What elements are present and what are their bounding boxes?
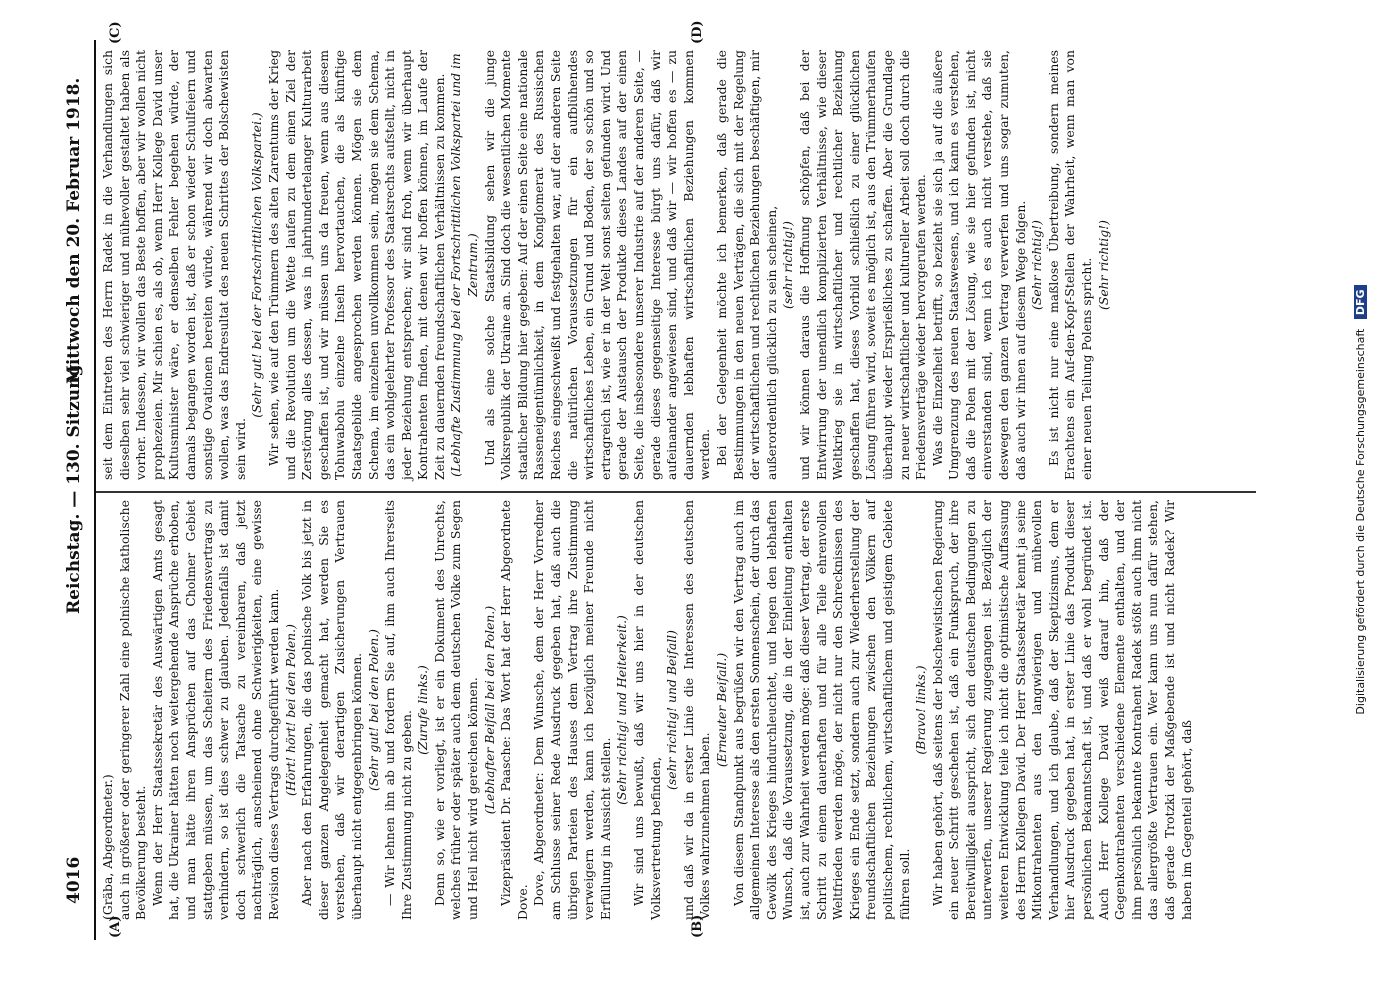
column-divider [96, 492, 1256, 494]
interjection: (Bravo! links.) [913, 665, 929, 755]
paragraph: Und als eine solche Staatsbildung sehen wir die junge Volksrepublik der Ukraine an. Sind doch die wesentlichen Momente staatlicher Bildung hier gegeben: Auf der einen Seite eine nationale Rasseneigentümlichkeit, in dem Konglomerat des Russischen Reiches eingeschweißt und festgehalten war, auf der anderen Seite die natürlichen Voraussetzungen für ein aufblühendes wirtschaftliches Leben, ein Grund und Boden, der so schön und so ertragreich ist, wie er in der Welt sonst selten gefunden wird. Und gerade der Austausch der Produkte dieses Landes auf der einen Seite, die insbesondere unserer Industrie auf der anderen Seite, — gerade dieses gegenseitige Interesse bürgt uns dafür, daß wir aufeinander angewiesen sind, und daß wir — wir hoffen es — zu dauernden lebhaften wirtschaftlichen Beziehungen kommen werden. [481, 50, 713, 480]
interjection: (Sehr gut! bei der Fortschrittlichen Volkspartei.) [249, 112, 265, 418]
interjection: (sehr richtig!) [780, 221, 796, 309]
interjection: (Lebhafter Beifall bei den Polen.) [481, 605, 497, 815]
paragraph: seit dem Eintreten des Herrn Radek in die Verhandlungen sich dieselben sehr viel schwieriger und mühevoller gestaltet haben als vorher. Indessen, wir wollen das Beste hoffen, aber wir wollen nicht prophezeien. Mir schien es, als ob, wenn Herr Kollege David unser Kultusminister wäre, er denselben Fehler begehen würde, der damals begangen worden ist, daß er schon wieder Schulfeiern und sonstige Ovationen bereiten würde, während wir doch abwarten wollen, was das Endresultat des neuen Schrittes der Bolschewisten sein wird. [100, 50, 248, 480]
paragraph: Wir sehen, wie auf den Trümmern des alten Zarentums der Krieg und die Revolution um die Wette laufen zu dem einen Ziel der Zerstörung alles dessen, was in jahrhundertelanger Kulturarbeit geschaffen ist, und wir müssen uns da freuen, wenn aus diesem Tohuwabohu einzelne Inseln hervortauchen, die als künftige Staatsgebilde angesprochen werden können. Mögen sie dem Schema, im einzelnen unvollkommen sein, mögen sie dem Schema, das ein wohlgelehrter Professor des Staatsrechts aufstellt, nicht in jeder Beziehung entsprechen; wir sind froh, wenn wir überhaupt Kontrahenten finden, mit denen wir hoffen können, im Laufe der Zeit zu dauernden freundschaftlichen Verhältnissen zu kommen. [265, 50, 447, 480]
interjection: (Sehr richtig! und Heiterkeit.) [614, 615, 630, 805]
dfg-logo: DFG [1354, 285, 1367, 319]
interjection: (Erneuter Beifall.) [713, 652, 729, 768]
paragraph: Aber nach den Erfahrungen, die das polnische Volk bis jetzt in dieser ganzen Angelegenheit gemacht hat, werden Sie es verstehen, daß wir derartigen Zusicherungen Vertrauen überhaupt nicht entgegenbringen können. [299, 500, 364, 920]
paragraph: und daß wir da in erster Linie die Interessen des deutschen Volkes wahrzunehmen haben. [680, 500, 713, 920]
speaker-ref: (Gräba, Abgeordneter.) [100, 774, 115, 920]
left-column [100, 500, 1195, 920]
funding-text: Digitalisierung gefördert durch die Deutsche Forschungsgemeinschaft [1354, 328, 1367, 715]
paragraph: Bei der Gelegenheit möchte ich bemerken, daß gerade die Bestimmungen in den neuen Verträgen, die sich mit der Regelung der wirtschaftlichen und rechtlichen Beziehungen beschäftigen, mir außerordentlich glücklich zu sein scheinen, [713, 50, 779, 480]
page-header [64, 24, 90, 904]
interjection: (Sehr richtig!) [1095, 220, 1111, 310]
margin-mark-c: (C) [108, 21, 123, 44]
paragraph: Was die Einzelheit betrifft, so bezieht sie sich ja auf die äußere Umgrenzung des neuen Staatswesens, und ich kann es verstehen, daß die Polen mit der Lösung, wie sie hier gefunden ist, nicht einverstanden sind, wenn ich es auch nicht verstehe, daß sie deswegen den ganzen Vertrag verwerfen und uns sogar zumuten, daß auch wir ihnen auf diesem Wege folgen. [929, 50, 1028, 480]
paragraph: und wir können daraus die Hoffnung schöpfen, daß bei der Entwirrung der unendlich komplizierten Verhältnisse, wie dieser Weltkrieg sie in wirtschaftlicher und rechtlicher Beziehung geschaffen hat, dieses Vorbild schließlich zu einer glücklichen Lösung führen wird, soweit es möglich ist, aus den Trümmerhaufen überhaupt wieder Ersprießliches zu schaffen. Aber die Grundlage zu neuer wirtschaftlicher und kultureller Arbeit soll doch durch die Friedensverträge wieder hervorgerufen werden. [796, 50, 929, 480]
paragraph: Von diesem Standpunkt aus begrüßen wir den Vertrag auch im allgemeinen Interesse als den ersten Sonnenschein, der durch das Gewölk des Krieges hindurchleuchtet, und hegen den lebhaften Wunsch, daß die Voraussetzung, die in der Einleitung enthalten ist, auch zur Wahrheit werden möge: daß dieser Vertrag, der erste Schritt zu einem dauerhaften und für alle Teile ehrenvollen Weltfrieden werden möge, der nicht nur den Schrecknissen des Krieges ein Ende setzt, sondern auch zur Wiederherstellung der freundschaftlichen Beziehungen zwischen den Völkern auf politischem, rechtlichem, wirtschaftlichem und geistigem Gebiete führen soll. [730, 500, 912, 920]
right-column [100, 50, 1112, 480]
interjection: (Zurufe links.) [415, 665, 431, 755]
paragraph: auch in größerer oder geringerer Zahl eine polnische katholische Bevölkerung besteht. [116, 500, 149, 920]
paragraph: Denn so, wie er vorliegt, ist er ein Dokument des Unrechts, welches früher oder später auch dem deutschen Volke zum Segen und Heil nicht wird gereichen können. [431, 500, 481, 920]
paragraph: — Wir lehnen ihn ab und fordern Sie auf, ihm auch Ihrerseits Ihre Zustimmung nicht zu geben. [382, 500, 414, 920]
session-date: Mittwoch den 20. Februar 1918. [64, 77, 84, 384]
margin-mark-a: (A) [108, 915, 123, 938]
header-rule [94, 40, 96, 940]
interjection: (Sehr richtig!) [1029, 220, 1045, 310]
page-number: 4016 [64, 856, 84, 904]
paragraph: Wir sind uns bewußt, daß wir uns hier in der deutschen Volksvertretung befinden, [631, 500, 663, 920]
paragraph: Wir haben gehört, daß seitens der bolschewistischen Regierung ein neuer Schritt geschehen ist, daß ein Funkspruch, der ihre Bereitwilligkeit ausspricht, sich den deutschen Bedingungen zu unterwerfen, unserer Regierung zugegangen ist. Bezüglich der weiteren Entwicklung teile ich nicht die optimistische Auffassung des Herrn Kollegen David. Der Herr Staatssekretär kennt ja seine Mitkontrahenten aus den langwierigen und mühevollen Verhandlungen, und ich glaube, daß der Skeptizismus, dem er hier Ausdruck gegeben hat, in erster Linie das Produkt dieser persönlichen Bekanntschaft ist, und daß er wohl begründet ist. Auch Herr Kollege David weiß darauf hin, daß der Gegenkontrahenten verschiedene Elemente enthalten, und der ihm persönlich bekannte Kontrahent Radek stößt auch ihm nicht das allergrößte Vertrauen ein. Wer kann uns nun dafür stehen, daß gerade Trotzki der Maßgebende ist und nicht Radek? Wir haben im Gegenteil gehört, daß [929, 500, 1194, 920]
interjection: (Hört! hört! bei den Polen.) [282, 624, 298, 796]
paragraph: Wenn der Herr Staatssekretär des Auswärtigen Amts gesagt hat, die Ukrainer hätten noch weitergehende Ansprüche erhoben, und man hätte ihren Ansprüchen auf das Cholmer Gebiet stattgeben müssen, um das Scheitern des Friedensvertrags zu verhindern, so ist dies schwer zu glauben. Jedenfalls ist damit doch schwerlich die Tatsache zu vereinbaren, daß jetzt nachträglich, anscheinend ohne Schwierigkeiten, eine gewisse Revision dieses Vertrags durchgeführt werden kann. [149, 500, 281, 920]
funding-note [1354, 0, 1367, 1000]
paragraph: Es ist nicht nur eine maßlose Übertreibung, sondern meines Erachtens ein Auf-den-Kopf-Stellen der Wahrheit, wenn man von einer neuen Teilung Polens spricht. [1045, 50, 1095, 480]
paragraph: Dove, Abgeordneter: Dem Wunsche, dem der Herr Vorredner am Schlusse seiner Rede Ausdruck gegeben hat, daß auch die übrigen Parteien des Hauses dem Vertrag ihre Zustimmung verweigern werden, kann ich bezüglich meiner Freunde nicht Erfüllung in Aussicht stellen. [531, 500, 613, 920]
interjection: (Lebhafte Zustimmung bei der Fortschrittlichen Volkspartei und im Zentrum.) [448, 53, 481, 477]
interjection: (Sehr gut! bei den Polen.) [365, 629, 381, 791]
session-title: Reichstag. — 130. Sitzung. [64, 358, 84, 614]
margin-mark-d: (D) [690, 20, 705, 44]
margin-mark-b: (B) [690, 914, 705, 938]
interjection: (sehr richtig! und Beifall) [664, 630, 680, 790]
paragraph: Vizepräsident Dr. Paasche: Das Wort hat der Herr Abgeordnete Dove. [498, 500, 530, 920]
